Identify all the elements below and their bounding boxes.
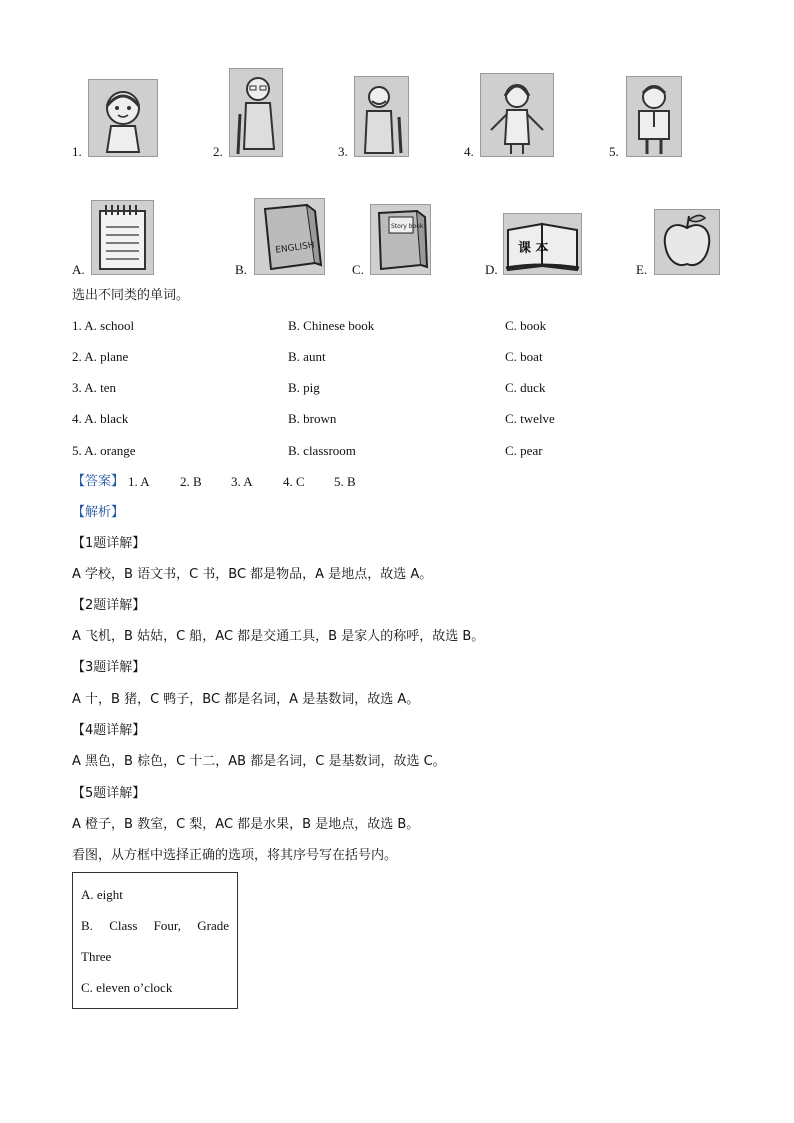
box-option-b-word: B. — [81, 918, 93, 933]
man-icon — [626, 76, 682, 157]
question-4-option-a: 4. A. black — [72, 411, 129, 426]
box-option-b-word: Class — [109, 918, 138, 933]
question-2-option-c: C. boat — [505, 349, 543, 364]
english-book-icon — [254, 198, 325, 275]
english-book-text: ENGLISH — [274, 240, 316, 256]
analysis-label: 【解析】 — [72, 505, 125, 520]
apple-icon — [654, 209, 720, 275]
detail-5-title: 【5题详解】 — [72, 786, 146, 801]
question-1-option-b: B. Chinese book — [288, 318, 375, 333]
question-5-option-c: C. pear — [505, 443, 543, 458]
option-letter-e: E. — [636, 262, 648, 277]
detail-2-title: 【2题详解】 — [72, 598, 146, 613]
notebook-icon — [91, 200, 154, 275]
answer-item: 3. A — [231, 474, 253, 489]
instruction-text: 看图，从方框中选择正确的选项，将其序号写在括号内。 — [72, 848, 398, 863]
question-5-option-a: 5. A. orange — [72, 443, 136, 458]
picture-number-3: 3. — [338, 144, 348, 159]
answer-item: 1. A — [128, 474, 150, 489]
question-2-option-b: B. aunt — [288, 349, 326, 364]
answer-item: 4. C — [283, 474, 305, 489]
box-option-a: A. eight — [81, 887, 123, 902]
picture-number-5: 5. — [609, 144, 619, 159]
grandmother-icon — [229, 68, 283, 157]
option-letter-c: C. — [352, 262, 364, 277]
question-1-option-a: 1. A. school — [72, 318, 135, 333]
question-5-option-b: B. classroom — [288, 443, 356, 458]
answer-item: 5. B — [334, 474, 356, 489]
options-box — [72, 872, 238, 1009]
option-letter-b: B. — [235, 262, 247, 277]
box-option-c: C. eleven o’clock — [81, 980, 173, 995]
box-option-b-continued: Three — [81, 949, 112, 964]
question-3-option-a: 3. A. ten — [72, 380, 117, 395]
box-option-b-word: Grade — [197, 918, 229, 933]
question-1-option-c: C. book — [505, 318, 547, 333]
detail-2-text: A 飞机，B 姑姑，C 船，AC 都是交通工具，B 是家人的称呼，故选 B。 — [72, 629, 485, 644]
detail-1-title: 【1题详解】 — [72, 536, 146, 551]
option-letter-a: A. — [72, 262, 85, 277]
detail-3-title: 【3题详解】 — [72, 660, 146, 675]
textbook-icon — [503, 213, 582, 275]
question-3-option-c: C. duck — [505, 380, 546, 395]
question-4-option-c: C. twelve — [505, 411, 555, 426]
textbook-text: 课 本 — [518, 241, 549, 256]
picture-number-2: 2. — [213, 144, 223, 159]
box-option-b-word: Four, — [153, 918, 181, 933]
picture-number-1: 1. — [72, 144, 82, 159]
grandfather-icon — [354, 76, 409, 157]
woman-icon — [480, 73, 554, 157]
detail-4-title: 【4题详解】 — [72, 723, 146, 738]
question-3-option-b: B. pig — [288, 380, 320, 395]
story-book-text: Story book — [391, 223, 424, 230]
answer-label: 【答案】 — [72, 474, 125, 489]
option-letter-d: D. — [485, 262, 498, 277]
detail-1-text: A 学校，B 语文书，C 书，BC 都是物品，A 是地点，故选 A。 — [72, 567, 433, 582]
picture-number-4: 4. — [464, 144, 474, 159]
answer-item: 2. B — [180, 474, 202, 489]
detail-4-text: A 黑色，B 棕色，C 十二，AB 都是名词，C 是基数词，故选 C。 — [72, 754, 446, 769]
detail-5-text: A 橙子，B 教室，C 梨，AC 都是水果，B 是地点，故选 B。 — [72, 817, 420, 832]
story-book-icon — [370, 204, 431, 275]
girl-icon — [88, 79, 158, 157]
question-4-option-b: B. brown — [288, 411, 337, 426]
question-2-option-a: 2. A. plane — [72, 349, 129, 364]
detail-3-text: A 十，B 猪，C 鸭子，BC 都是名词，A 是基数词，故选 A。 — [72, 692, 420, 707]
section-title: 选出不同类的单词。 — [72, 288, 190, 303]
box-option-b — [81, 918, 229, 934]
